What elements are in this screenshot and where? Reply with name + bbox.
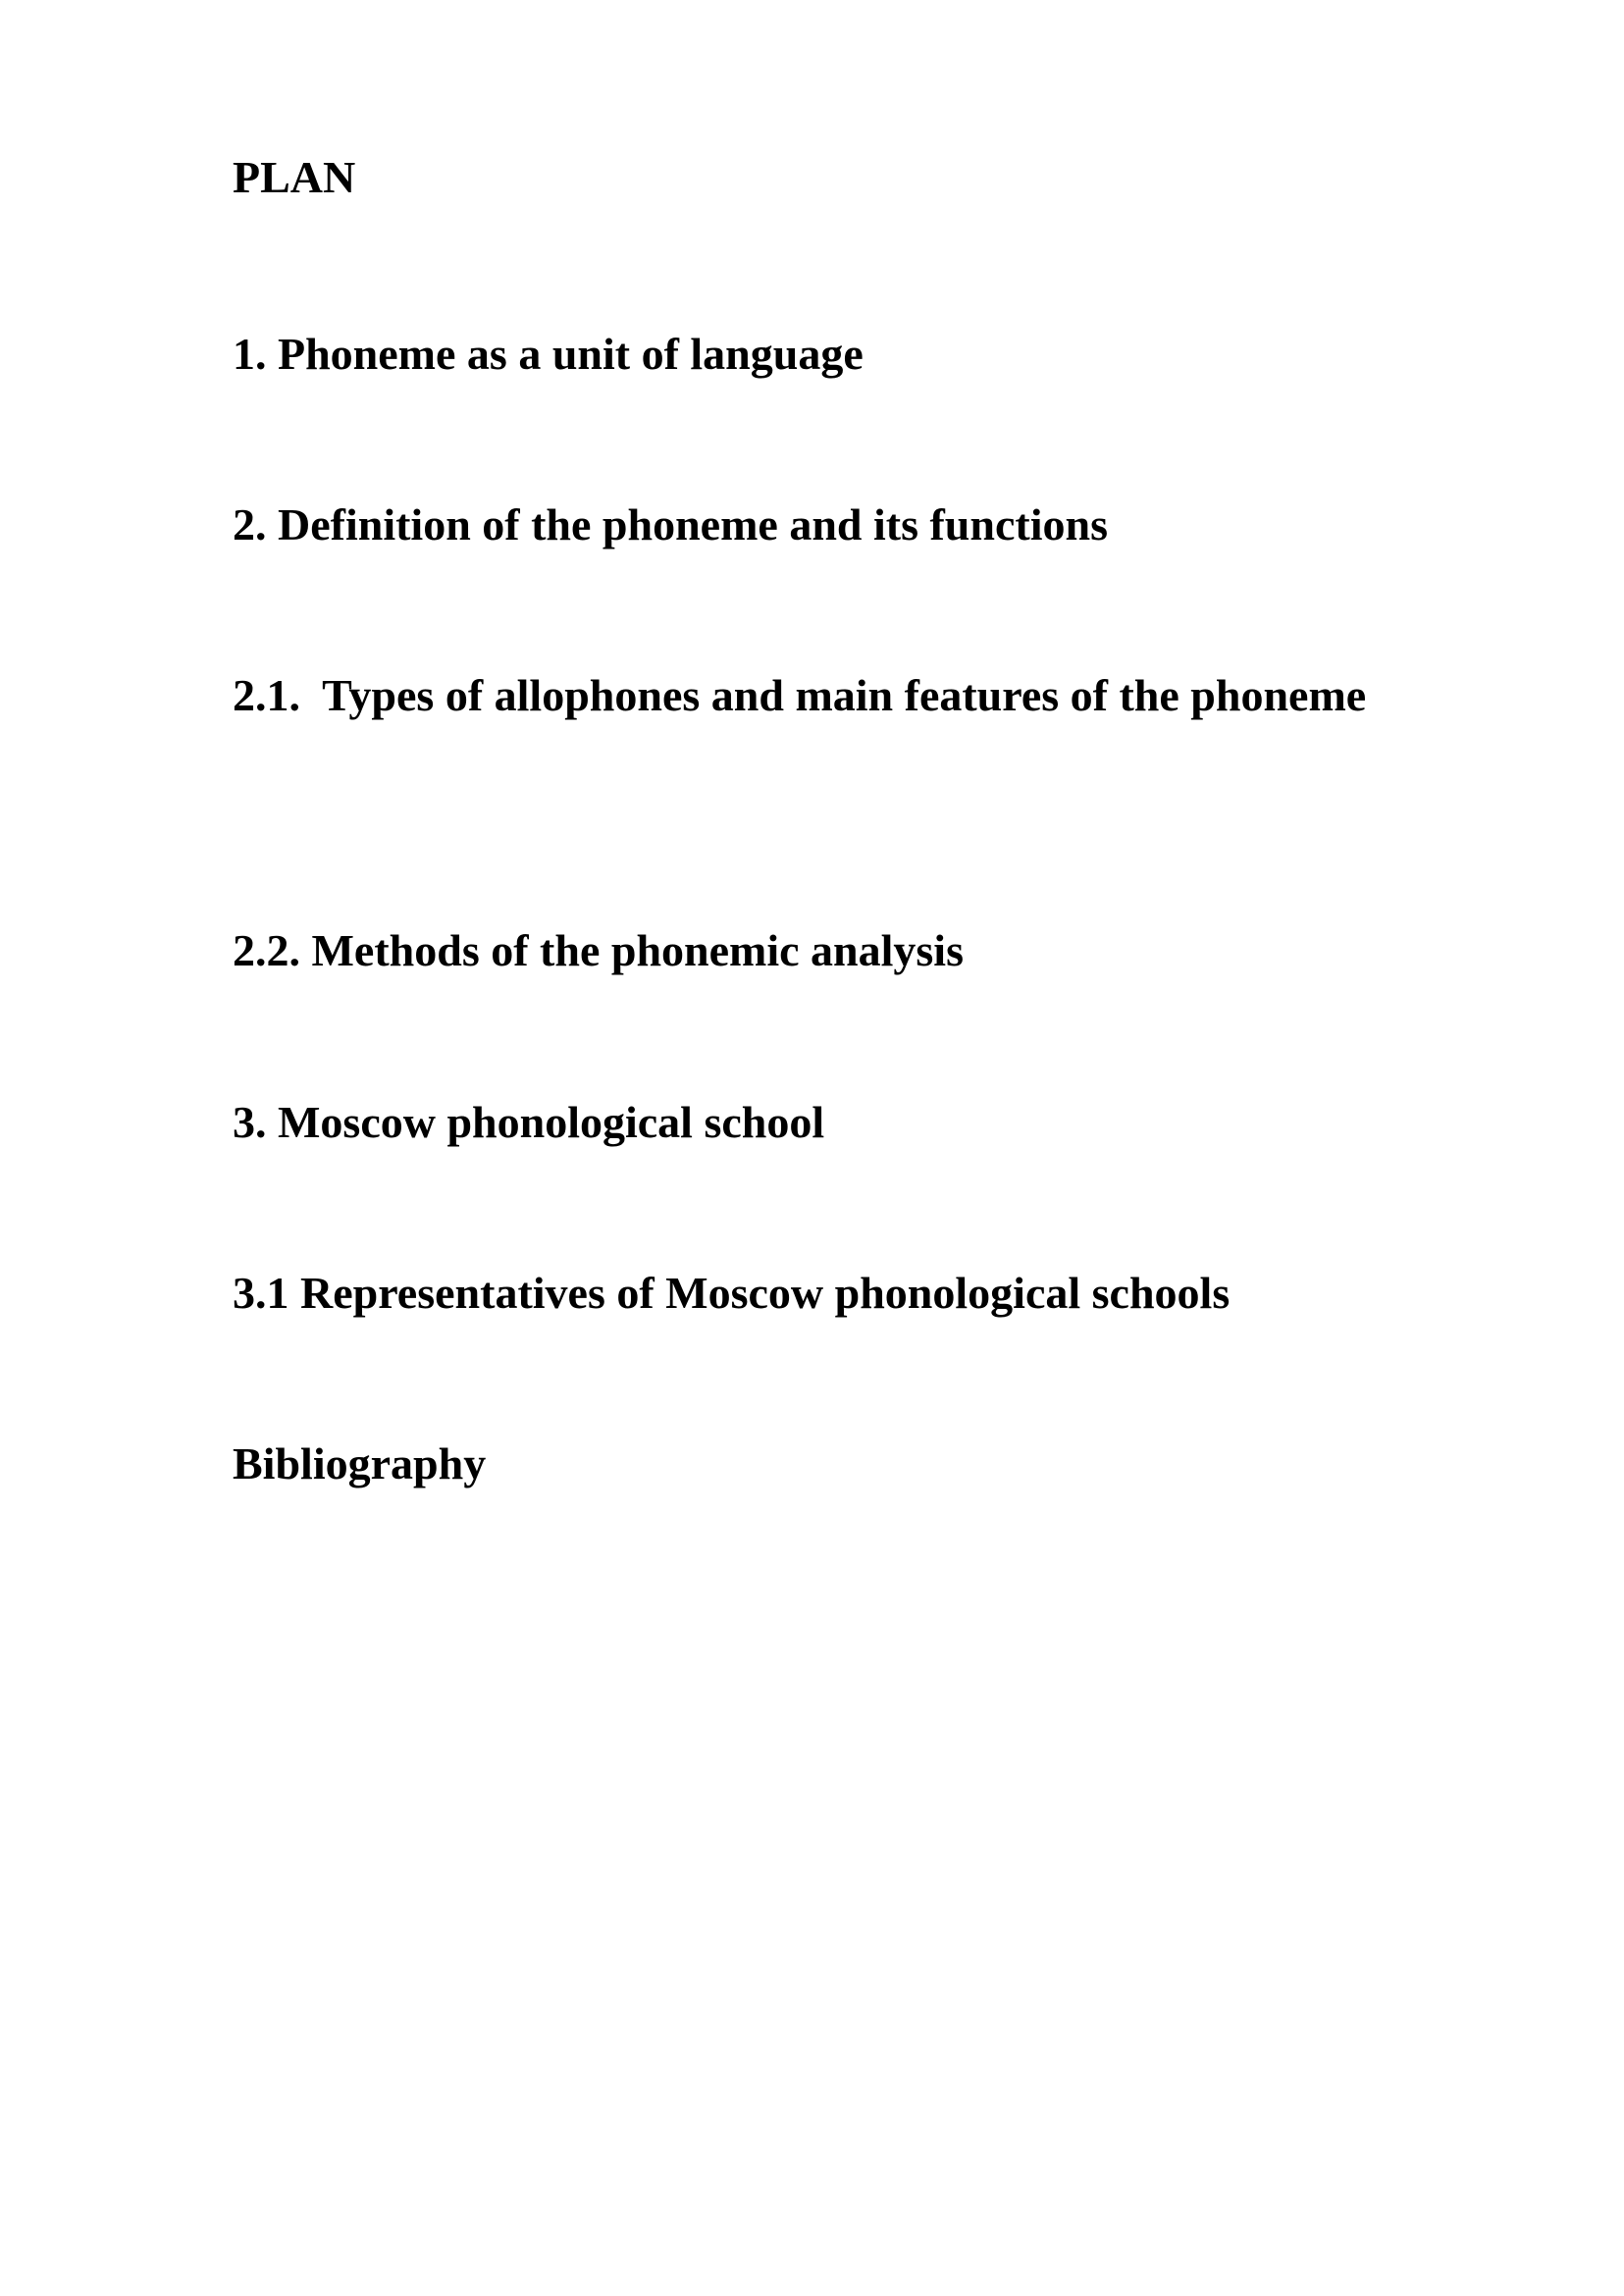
plan-item-moscow-school: 3. Moscow phonological school — [233, 1097, 825, 1147]
plan-item-representatives: 3.1 Representatives of Moscow phonological schools — [233, 1268, 1231, 1318]
plan-item-allophones: 2.1. Types of allophones and main features of the phoneme — [233, 670, 1367, 720]
plan-item-definition: 2. Definition of the phoneme and its functions — [233, 499, 1108, 549]
plan-item-bibliography: Bibliography — [233, 1438, 487, 1488]
plan-item-phoneme-unit: 1. Phoneme as a unit of language — [233, 329, 864, 379]
plan-item-methods: 2.2. Methods of the phonemic analysis — [233, 925, 964, 975]
plan-title: PLAN — [233, 152, 356, 202]
